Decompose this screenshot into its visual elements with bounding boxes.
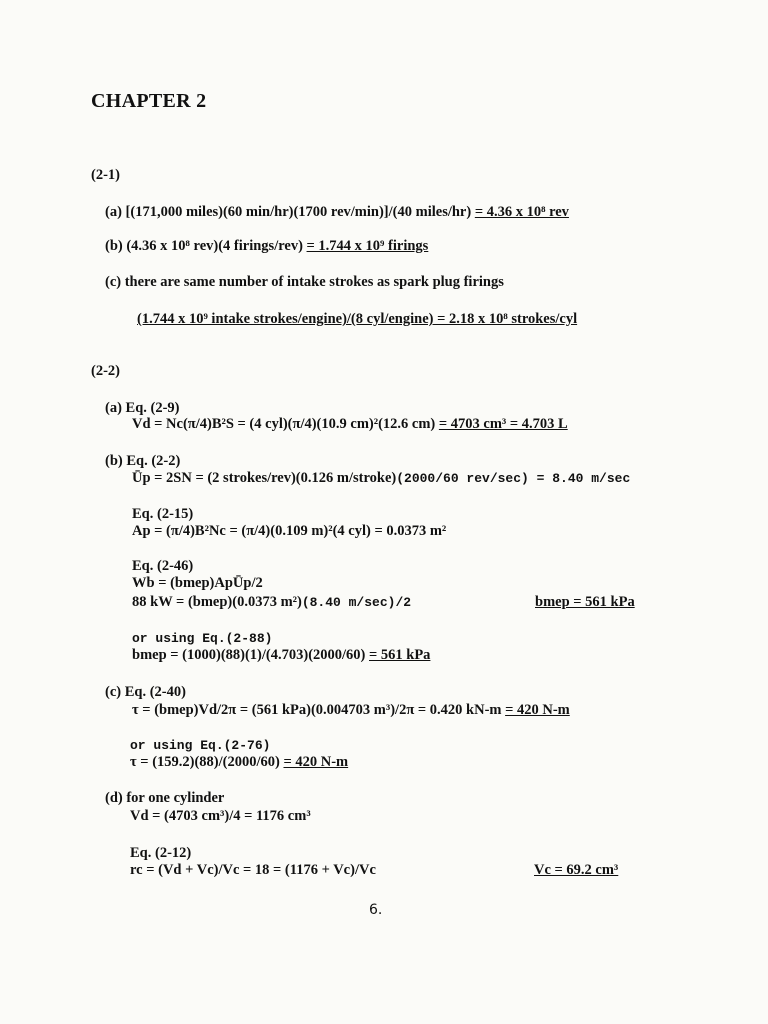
chapter-title: CHAPTER 2 [91,90,207,112]
problem-2-1-a: (a) [(171,000 miles)(60 min/hr)(1700 rev/min)]/(40 miles/hr) = 4.36 x 10⁸ rev [105,204,569,220]
answer: = 4703 cm³ = 4.703 L [438,416,568,432]
problem-2-2-b-calc3: Wb = (bmep)ApŪp/2 [132,575,263,591]
problem-2-2-a-eq: (a) Eq. (2-9) [105,400,180,416]
problem-2-2-b-alt: or using Eq.(2-88) [132,631,273,646]
page-number: 6. [369,902,383,918]
problem-2-2-b-calc: Ūp = 2SN = (2 strokes/rev)(0.126 m/stroke)(2000/60 rev/sec) = 8.40 m/sec [132,470,631,486]
problem-2-2-d-eq: Eq. (2-12) [130,845,192,861]
problem-2-2-c-alt-calc: τ = (159.2)(88)/(2000/60) = 420 N-m [130,754,349,770]
problem-label-2-1: (2-1) [91,167,120,183]
answer: = 561 kPa [369,647,431,663]
problem-2-2-d-calc2: rc = (Vd + Vc)/Vc = 18 = (1176 + Vc)/Vc [130,862,376,878]
problem-2-2-d: (d) for one cylinder [105,790,225,806]
problem-2-1-b: (b) (4.36 x 10⁸ rev)(4 firings/rev) = 1.744 x 10⁹ firings [105,238,429,254]
problem-2-2-c-eq: (c) Eq. (2-40) [105,684,186,700]
problem-2-2-b-calc2: Ap = (π/4)B²Nc = (π/4)(0.109 m)²(4 cyl) = 0.0373 m² [132,523,447,539]
answer: = 2.18 x 10⁸ strokes/cyl [433,311,578,327]
problem-2-2-b-alt-calc: bmep = (1000)(88)(1)/(4.703)(2000/60) = 561 kPa [132,647,431,663]
problem-2-2-b-eq2: Eq. (2-15) [132,506,194,522]
problem-2-2-c-alt: or using Eq.(2-76) [130,738,271,753]
answer: = 4.36 x 10⁸ rev [474,204,569,220]
answer: = 420 N-m [505,702,570,718]
problem-2-2-b-calc4: 88 kW = (bmep)(0.0373 m²)(8.40 m/sec)/2 [132,594,412,610]
answer-bmep: bmep = 561 kPa [535,594,635,610]
problem-2-2-d-calc: Vd = (4703 cm³)/4 = 1176 cm³ [130,808,311,824]
problem-2-1-c: (c) there are same number of intake strokes as spark plug firings [105,274,504,290]
problem-2-2-b-eq3: Eq. (2-46) [132,558,194,574]
answer: = 1.744 x 10⁹ firings [306,238,429,254]
problem-2-2-c-calc: τ = (bmep)Vd/2π = (561 kPa)(0.004703 m³)/2π = 0.420 kN-m = 420 N-m [132,702,570,718]
problem-label-2-2: (2-2) [91,363,120,379]
answer-vc: Vc = 69.2 cm³ [534,862,619,878]
problem-2-2-b-eq: (b) Eq. (2-2) [105,453,181,469]
problem-2-1-c-calc: (1.744 x 10⁹ intake strokes/engine)/(8 cyl/engine) = 2.18 x 10⁸ strokes/cyl [137,311,578,327]
answer: = 420 N-m [283,754,349,770]
problem-2-2-a-calc: Vd = Nc(π/4)B²S = (4 cyl)(π/4)(10.9 cm)²(12.6 cm) = 4703 cm³ = 4.703 L [132,416,568,432]
